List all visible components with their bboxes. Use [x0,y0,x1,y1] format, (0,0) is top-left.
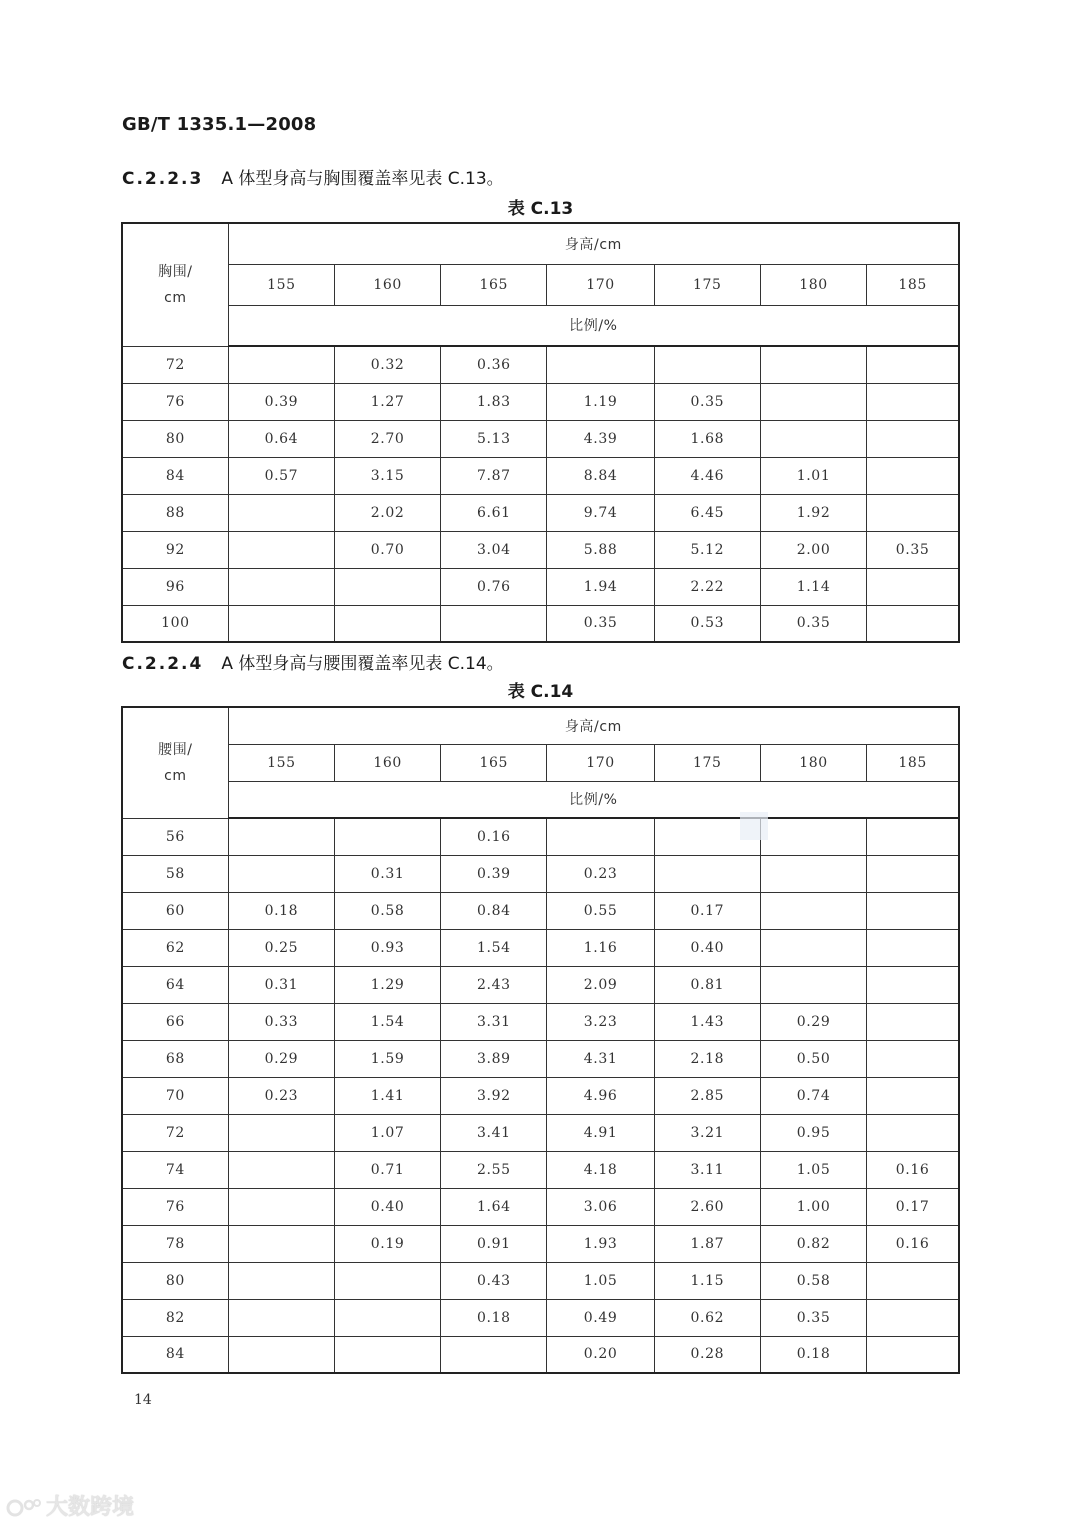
height-col: 160 [334,264,440,305]
data-cell: 0.28 [654,1336,760,1373]
data-cell: 0.62 [654,1299,760,1336]
page-number: 14 [134,1392,152,1408]
data-cell [760,346,866,383]
clause-number: C.2.2.3 [122,169,204,189]
data-cell: 1.00 [760,1188,866,1225]
row-label: 84 [122,1336,228,1373]
data-cell: 8.84 [547,457,654,494]
height-col: 155 [228,744,334,781]
data-cell: 4.39 [547,420,654,457]
data-cell: 0.39 [441,855,547,892]
data-cell: 3.31 [441,1003,547,1040]
table-row [122,1114,959,1151]
height-col: 170 [547,264,654,305]
data-cell: 1.54 [441,929,547,966]
stub-line2: cm [164,289,187,306]
data-cell: 3.15 [334,457,440,494]
data-cell: 3.11 [654,1151,760,1188]
data-cell: 2.70 [334,420,440,457]
data-cell: 0.53 [654,605,760,642]
data-cell: 0.35 [654,383,760,420]
data-cell: 1.54 [334,1003,440,1040]
table-row [122,1225,959,1262]
data-cell: 0.50 [760,1040,866,1077]
table-c14-caption: 表 C.14 [507,682,574,702]
data-cell: 0.33 [228,1003,334,1040]
data-cell [654,855,760,892]
data-cell [760,929,866,966]
data-cell: 0.40 [334,1188,440,1225]
data-cell: 2.18 [654,1040,760,1077]
data-cell: 0.74 [760,1077,866,1114]
data-cell: 0.70 [334,531,440,568]
table-row [122,855,959,892]
data-cell: 0.43 [441,1262,547,1299]
data-cell [867,1262,959,1299]
data-cell [228,1114,334,1151]
data-cell: 2.02 [334,494,440,531]
data-cell: 1.07 [334,1114,440,1151]
row-label: 92 [122,531,228,568]
data-cell: 0.23 [228,1077,334,1114]
data-cell [867,383,959,420]
data-cell [867,568,959,605]
data-cell [228,531,334,568]
data-cell: 3.23 [547,1003,654,1040]
row-label: 78 [122,1225,228,1262]
data-cell: 5.13 [441,420,547,457]
data-cell: 0.35 [760,605,866,642]
data-cell: 1.27 [334,383,440,420]
data-cell [228,494,334,531]
row-label: 58 [122,855,228,892]
data-cell [867,420,959,457]
table-row [122,1003,959,1040]
data-cell: 1.87 [654,1225,760,1262]
data-cell: 0.49 [547,1299,654,1336]
clause-text: A 体型身高与胸围覆盖率见表 C.13。 [221,169,504,189]
data-cell: 3.89 [441,1040,547,1077]
row-label: 68 [122,1040,228,1077]
data-cell: 0.16 [441,818,547,855]
table-row [122,457,959,494]
data-cell [228,568,334,605]
data-cell: 0.58 [334,892,440,929]
data-cell: 1.94 [547,568,654,605]
data-cell [228,1225,334,1262]
data-cell: 1.05 [547,1262,654,1299]
height-col: 170 [547,744,654,781]
data-cell: 0.93 [334,929,440,966]
data-cell: 0.31 [228,966,334,1003]
data-cell: 0.57 [228,457,334,494]
data-cell [760,855,866,892]
data-cell: 0.19 [334,1225,440,1262]
table-row [122,1188,959,1225]
height-col: 185 [867,744,959,781]
data-cell [334,1336,440,1373]
row-label: 100 [122,605,228,642]
data-cell: 1.68 [654,420,760,457]
data-cell: 0.76 [441,568,547,605]
data-cell: 0.20 [547,1336,654,1373]
data-cell [654,346,760,383]
data-cell: 0.16 [867,1225,959,1262]
data-cell: 1.93 [547,1225,654,1262]
data-cell: 3.41 [441,1114,547,1151]
table-row [122,605,959,642]
data-cell: 5.12 [654,531,760,568]
data-cell: 0.35 [547,605,654,642]
data-cell [867,494,959,531]
data-cell [228,1188,334,1225]
data-cell [760,818,866,855]
data-cell: 2.60 [654,1188,760,1225]
data-cell: 1.41 [334,1077,440,1114]
data-cell: 1.19 [547,383,654,420]
data-cell: 4.96 [547,1077,654,1114]
data-cell [334,818,440,855]
height-col: 160 [334,744,440,781]
table-c14 [121,706,960,1374]
data-cell [228,1336,334,1373]
row-label: 56 [122,818,228,855]
data-cell: 0.35 [760,1299,866,1336]
data-cell: 0.39 [228,383,334,420]
data-cell: 0.40 [654,929,760,966]
data-cell [867,1336,959,1373]
height-col: 180 [760,744,866,781]
data-cell [867,818,959,855]
data-cell [867,855,959,892]
data-cell: 0.18 [760,1336,866,1373]
data-cell [867,1003,959,1040]
data-cell: 0.17 [867,1188,959,1225]
clause-text: A 体型身高与腰围覆盖率见表 C.14。 [221,654,504,674]
data-cell [547,818,654,855]
clause-number: C.2.2.4 [122,654,204,674]
height-col: 155 [228,264,334,305]
data-cell: 1.59 [334,1040,440,1077]
data-cell [867,605,959,642]
data-cell: 0.58 [760,1262,866,1299]
table-c13 [121,222,960,643]
data-cell: 4.31 [547,1040,654,1077]
data-cell: 0.23 [547,855,654,892]
table-row [122,966,959,1003]
clause-c223 [122,164,504,189]
data-cell: 9.74 [547,494,654,531]
data-cell [334,568,440,605]
data-cell [867,1040,959,1077]
data-cell [228,1151,334,1188]
ghost-icon [740,812,768,840]
data-cell: 0.64 [228,420,334,457]
data-cell: 0.91 [441,1225,547,1262]
data-cell: 0.82 [760,1225,866,1262]
data-cell [441,605,547,642]
data-cell: 1.14 [760,568,866,605]
data-cell: 0.31 [334,855,440,892]
data-cell: 1.29 [334,966,440,1003]
data-cell [867,346,959,383]
data-cell [228,605,334,642]
data-cell [334,1299,440,1336]
stub-line2: cm [164,767,187,784]
data-cell: 1.43 [654,1003,760,1040]
data-cell: 2.22 [654,568,760,605]
data-cell: 4.91 [547,1114,654,1151]
data-cell [867,929,959,966]
data-cell [228,855,334,892]
data-cell [760,966,866,1003]
row-label: 84 [122,457,228,494]
data-cell [760,420,866,457]
row-label: 60 [122,892,228,929]
table-c13-caption: 表 C.13 [507,199,574,219]
row-label: 66 [122,1003,228,1040]
data-cell: 1.05 [760,1151,866,1188]
data-cell [228,1299,334,1336]
table-row [122,1040,959,1077]
height-col: 165 [441,264,547,305]
watermark-text: 大数跨境 [46,1495,135,1520]
data-cell [867,1077,959,1114]
data-cell: 7.87 [441,457,547,494]
row-label: 80 [122,1262,228,1299]
data-cell: 0.17 [654,892,760,929]
table-row [122,892,959,929]
data-cell [760,383,866,420]
data-cell: 0.29 [760,1003,866,1040]
row-label: 76 [122,1188,228,1225]
stub-header [122,223,228,346]
data-cell: 0.95 [760,1114,866,1151]
height-col: 180 [760,264,866,305]
table-row [122,1077,959,1114]
data-cell: 3.21 [654,1114,760,1151]
data-cell: 0.16 [867,1151,959,1188]
clause-c224 [122,649,504,674]
data-cell: 1.92 [760,494,866,531]
data-cell: 6.61 [441,494,547,531]
stub-line1: 胸围/ [158,263,193,280]
data-cell [867,966,959,1003]
data-cell [867,892,959,929]
data-cell [334,1262,440,1299]
data-cell: 2.85 [654,1077,760,1114]
data-cell: 0.36 [441,346,547,383]
data-cell: 0.18 [441,1299,547,1336]
row-label: 72 [122,1114,228,1151]
data-cell: 6.45 [654,494,760,531]
stub-line1: 腰围/ [158,741,193,758]
data-cell: 1.64 [441,1188,547,1225]
table-row [122,420,959,457]
height-col: 165 [441,744,547,781]
data-cell: 0.55 [547,892,654,929]
data-cell [441,1336,547,1373]
data-cell: 2.43 [441,966,547,1003]
table-row [122,568,959,605]
data-cell: 4.18 [547,1151,654,1188]
data-cell [228,1262,334,1299]
height-col: 185 [867,264,959,305]
data-cell: 1.83 [441,383,547,420]
data-cell: 4.46 [654,457,760,494]
height-header: 身高/cm [228,707,959,744]
data-cell: 1.01 [760,457,866,494]
data-cell [867,1114,959,1151]
data-cell: 0.71 [334,1151,440,1188]
table-row [122,1151,959,1188]
table-row [122,818,959,855]
row-label: 72 [122,346,228,383]
data-cell: 3.06 [547,1188,654,1225]
row-label: 70 [122,1077,228,1114]
height-col: 175 [654,744,760,781]
watermark-logo-icon [6,1496,42,1520]
watermark [6,1490,134,1521]
data-cell: 1.15 [654,1262,760,1299]
stub-header [122,707,228,818]
data-cell: 3.92 [441,1077,547,1114]
row-label: 62 [122,929,228,966]
data-cell: 2.09 [547,966,654,1003]
data-cell [547,346,654,383]
data-cell [760,892,866,929]
table-row [122,494,959,531]
standard-code: GB/T 1335.1—2008 [122,114,317,135]
height-col: 175 [654,264,760,305]
row-label: 76 [122,383,228,420]
data-cell: 2.55 [441,1151,547,1188]
data-cell: 0.29 [228,1040,334,1077]
height-header: 身高/cm [228,223,959,264]
table-row [122,531,959,568]
table-row [122,1262,959,1299]
row-label: 82 [122,1299,228,1336]
data-cell: 5.88 [547,531,654,568]
data-cell [228,346,334,383]
row-label: 64 [122,966,228,1003]
ratio-header: 比例/% [228,305,959,346]
data-cell: 0.25 [228,929,334,966]
data-cell: 0.35 [867,531,959,568]
row-label: 80 [122,420,228,457]
data-cell [228,818,334,855]
data-cell: 3.04 [441,531,547,568]
table-row [122,929,959,966]
table-row [122,346,959,383]
data-cell [867,457,959,494]
data-cell: 0.18 [228,892,334,929]
table-row [122,383,959,420]
data-cell: 0.84 [441,892,547,929]
table-row [122,1299,959,1336]
data-cell: 2.00 [760,531,866,568]
row-label: 96 [122,568,228,605]
data-cell [867,1299,959,1336]
table-row [122,1336,959,1373]
data-cell: 0.32 [334,346,440,383]
ratio-header: 比例/% [228,781,959,818]
row-label: 74 [122,1151,228,1188]
data-cell: 1.16 [547,929,654,966]
data-cell: 0.81 [654,966,760,1003]
row-label: 88 [122,494,228,531]
data-cell [334,605,440,642]
